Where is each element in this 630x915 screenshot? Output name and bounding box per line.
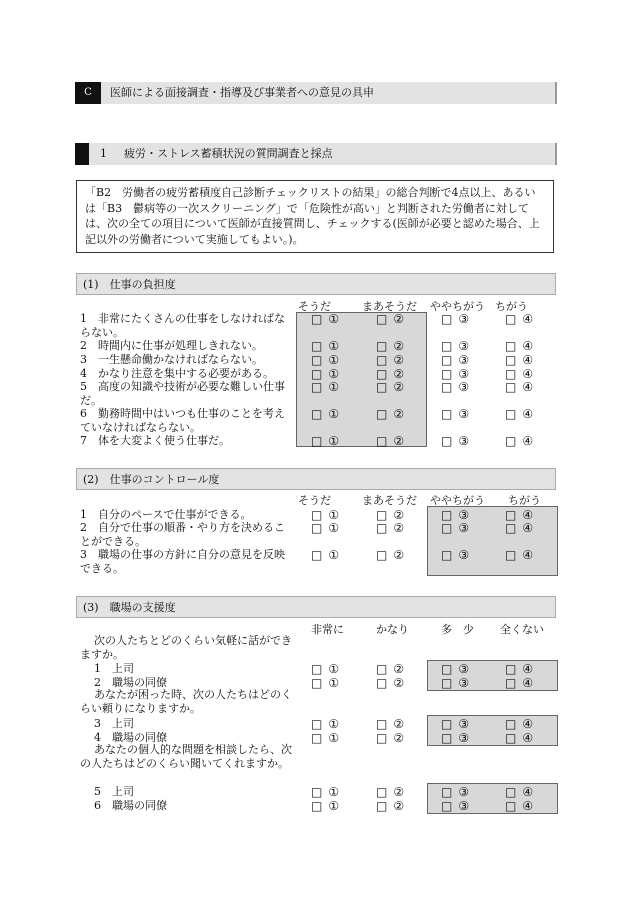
part3-option-1-1[interactable] <box>311 662 339 676</box>
part3-prompt-1: 次の人たちとどのくらい気軽に話ができますか。 <box>80 634 292 661</box>
checkbox-icon[interactable]: □ <box>441 434 453 448</box>
checkbox-icon[interactable]: □ <box>505 717 517 731</box>
part2-option-1-1[interactable] <box>311 508 339 522</box>
checkbox-icon[interactable]: □ <box>376 508 388 522</box>
part3-question-2: 2 職場の同僚 <box>94 676 167 689</box>
option-number: ③ <box>458 312 470 326</box>
option-number: ③ <box>458 662 470 676</box>
option-number: ② <box>393 508 405 522</box>
part3-option-6-1[interactable] <box>311 799 339 813</box>
option-number: ③ <box>458 367 470 381</box>
checkbox-icon[interactable]: □ <box>376 434 388 448</box>
part2-option-2-1[interactable] <box>311 521 339 535</box>
part1-question-4: 4 かなり注意を集中する必要がある。 <box>80 367 274 380</box>
part3-option-4-3[interactable] <box>441 731 469 745</box>
instruction-note: 「B2 労働者の疲労蓄積度自己診断チェックリストの結果」の総合判断で4点以上、あるいは「B3 鬱病等の一次スクリーニング」で「危険性が高い」と判断された労働者に対しては、次の全ての項目について医師が直接質問し、チェックする(医師が必要と認めた場合、上記以外の労働者について実施してもよい。)。 <box>76 180 554 253</box>
option-number: ① <box>328 785 340 799</box>
option-number: ③ <box>458 548 470 562</box>
option-number: ① <box>328 662 340 676</box>
checkbox-icon[interactable]: □ <box>311 434 323 448</box>
option-number: ④ <box>522 407 534 421</box>
checkbox-icon[interactable]: □ <box>311 676 323 690</box>
part1-option-3-2[interactable] <box>376 353 404 367</box>
part2-option-2-3[interactable] <box>441 521 469 535</box>
part3-option-1-2[interactable] <box>376 662 404 676</box>
section-c-tag: C <box>75 82 101 104</box>
checkbox-icon[interactable]: □ <box>376 380 388 394</box>
option-number: ① <box>328 407 340 421</box>
part3-option-2-1[interactable] <box>311 676 339 690</box>
option-number: ② <box>393 662 405 676</box>
checkbox-icon[interactable]: □ <box>376 676 388 690</box>
part1-option-6-2[interactable] <box>376 407 404 421</box>
part1-option-3-1[interactable] <box>311 353 339 367</box>
option-number: ② <box>393 353 405 367</box>
checkbox-icon[interactable]: □ <box>441 339 453 353</box>
part3-question-5: 5 上司 <box>94 785 134 798</box>
option-number: ④ <box>522 434 534 448</box>
option-number: ④ <box>522 312 534 326</box>
part1-question-2: 2 時間内に仕事が処理しきれない。 <box>80 339 263 352</box>
option-number: ② <box>393 380 405 394</box>
checkbox-icon[interactable]: □ <box>376 367 388 381</box>
checkbox-icon[interactable]: □ <box>376 339 388 353</box>
option-number: ① <box>328 731 340 745</box>
part2-option-2-2[interactable] <box>376 521 404 535</box>
part3-option-1-3[interactable] <box>441 662 469 676</box>
part3-option-5-3[interactable] <box>441 785 469 799</box>
checkbox-icon[interactable]: □ <box>441 548 453 562</box>
part1-option-7-3[interactable] <box>441 434 469 448</box>
checkbox-icon[interactable]: □ <box>505 434 517 448</box>
part1-option-4-2[interactable] <box>376 367 404 381</box>
part3-option-2-3[interactable] <box>441 676 469 690</box>
option-number: ② <box>393 717 405 731</box>
option-number: ② <box>393 785 405 799</box>
option-number: ② <box>393 367 405 381</box>
part2-col-header-4: ちがう <box>508 494 541 507</box>
option-number: ④ <box>522 367 534 381</box>
option-number: ④ <box>522 339 534 353</box>
option-number: ④ <box>522 353 534 367</box>
part1-question-5: 5 高度の知識や技術が必要な難しい仕事だ。 <box>80 380 285 407</box>
option-number: ① <box>328 380 340 394</box>
checkbox-icon[interactable]: □ <box>441 785 453 799</box>
part2-question-3: 3 職場の仕事の方針に自分の意見を反映できる。 <box>80 548 285 575</box>
checkbox-icon[interactable]: □ <box>376 662 388 676</box>
part1-title: (1) 仕事の負担度 <box>76 273 556 295</box>
option-number: ② <box>393 434 405 448</box>
part3-col-header-3: 多 少 <box>441 623 474 636</box>
part1-option-5-1[interactable] <box>311 380 339 394</box>
part1-option-1-3[interactable] <box>441 312 469 326</box>
checkbox-icon[interactable]: □ <box>376 785 388 799</box>
checkbox-icon[interactable]: □ <box>505 676 517 690</box>
part1-option-7-1[interactable] <box>311 434 339 448</box>
part3-option-2-2[interactable] <box>376 676 404 690</box>
option-number: ① <box>328 521 340 535</box>
checkbox-icon[interactable]: □ <box>376 731 388 745</box>
part2-question-1: 1 自分のペースで仕事ができる。 <box>80 508 252 521</box>
checkbox-icon[interactable]: □ <box>505 521 517 535</box>
checkbox-icon[interactable]: □ <box>505 380 517 394</box>
part3-question-3: 3 上司 <box>94 717 134 730</box>
checkbox-icon[interactable]: □ <box>376 521 388 535</box>
part1-option-5-4[interactable] <box>505 380 533 394</box>
checkbox-icon[interactable]: □ <box>311 521 323 535</box>
option-number: ④ <box>522 785 534 799</box>
part1-question-7: 7 体を大変よく使う仕事だ。 <box>80 434 230 447</box>
option-number: ① <box>328 339 340 353</box>
part3-option-4-2[interactable] <box>376 731 404 745</box>
part1-question-3: 3 一生懸命働かなければならない。 <box>80 353 263 366</box>
option-number: ② <box>393 731 405 745</box>
checkbox-icon[interactable]: □ <box>376 312 388 326</box>
option-number: ③ <box>458 407 470 421</box>
option-number: ④ <box>522 717 534 731</box>
checkbox-icon[interactable]: □ <box>311 785 323 799</box>
checkbox-icon[interactable]: □ <box>376 407 388 421</box>
part2-option-1-2[interactable] <box>376 508 404 522</box>
section-1-title: 疲労・ストレス蓄積状況の質問調査と採点 <box>124 147 333 160</box>
checkbox-icon[interactable]: □ <box>376 353 388 367</box>
option-number: ③ <box>458 799 470 813</box>
checkbox-icon[interactable]: □ <box>441 367 453 381</box>
part3-title: (3) 職場の支援度 <box>76 596 556 618</box>
part3-option-6-4[interactable] <box>505 799 533 813</box>
part1-col-header-1: そうだ <box>298 300 331 313</box>
option-number: ③ <box>458 785 470 799</box>
section-1-marker <box>75 143 89 165</box>
checkbox-icon[interactable]: □ <box>376 799 388 813</box>
part2-option-1-3[interactable] <box>441 508 469 522</box>
checkbox-icon[interactable]: □ <box>311 339 323 353</box>
part1-option-7-2[interactable] <box>376 434 404 448</box>
option-number: ① <box>328 799 340 813</box>
part3-option-5-1[interactable] <box>311 785 339 799</box>
checkbox-icon[interactable]: □ <box>441 799 453 813</box>
option-number: ③ <box>458 731 470 745</box>
checkbox-icon[interactable]: □ <box>505 548 517 562</box>
checkbox-icon[interactable]: □ <box>441 508 453 522</box>
part3-option-6-2[interactable] <box>376 799 404 813</box>
checkbox-icon[interactable]: □ <box>505 785 517 799</box>
checkbox-icon[interactable]: □ <box>505 353 517 367</box>
option-number: ④ <box>522 662 534 676</box>
option-number: ④ <box>522 508 534 522</box>
option-number: ① <box>328 548 340 562</box>
option-number: ③ <box>458 521 470 535</box>
option-number: ④ <box>522 548 534 562</box>
checkbox-icon[interactable]: □ <box>441 717 453 731</box>
part1-option-1-1[interactable] <box>311 312 339 326</box>
part1-option-2-4[interactable] <box>505 339 533 353</box>
part1-option-4-3[interactable] <box>441 367 469 381</box>
option-number: ② <box>393 676 405 690</box>
part2-option-2-4[interactable] <box>505 521 533 535</box>
part2-option-3-1[interactable] <box>311 548 339 562</box>
option-number: ② <box>393 407 405 421</box>
part2-col-header-1: そうだ <box>298 494 331 507</box>
option-number: ④ <box>522 380 534 394</box>
option-number: ③ <box>458 508 470 522</box>
checkbox-icon[interactable]: □ <box>505 312 517 326</box>
checkbox-icon[interactable]: □ <box>505 367 517 381</box>
checkbox-icon[interactable]: □ <box>311 312 323 326</box>
checkbox-icon[interactable]: □ <box>441 380 453 394</box>
part2-col-header-2: まあそうだ <box>362 494 417 507</box>
part3-question-1: 1 上司 <box>94 662 134 675</box>
option-number: ④ <box>522 521 534 535</box>
part2-col-header-3: ややちがう <box>430 494 485 507</box>
part1-col-header-4: ちがう <box>495 300 528 313</box>
part2-option-3-3[interactable] <box>441 548 469 562</box>
option-number: ① <box>328 676 340 690</box>
checkbox-icon[interactable]: □ <box>441 731 453 745</box>
part1-option-6-4[interactable] <box>505 407 533 421</box>
option-number: ④ <box>522 676 534 690</box>
part1-option-3-3[interactable] <box>441 353 469 367</box>
option-number: ② <box>393 548 405 562</box>
part1-col-header-2: まあそうだ <box>362 300 417 313</box>
checkbox-icon[interactable]: □ <box>505 799 517 813</box>
checkbox-icon[interactable]: □ <box>311 407 323 421</box>
part3-col-header-2: かなり <box>376 623 409 636</box>
part1-option-7-4[interactable] <box>505 434 533 448</box>
checkbox-icon[interactable]: □ <box>311 717 323 731</box>
part2-option-3-4[interactable] <box>505 548 533 562</box>
part3-option-5-4[interactable] <box>505 785 533 799</box>
part3-col-header-4: 全くない <box>500 623 544 636</box>
checkbox-icon[interactable]: □ <box>505 407 517 421</box>
part2-option-3-2[interactable] <box>376 548 404 562</box>
checkbox-icon[interactable]: □ <box>441 521 453 535</box>
part3-option-4-4[interactable] <box>505 731 533 745</box>
checkbox-icon[interactable]: □ <box>505 339 517 353</box>
option-number: ③ <box>458 353 470 367</box>
checkbox-icon[interactable]: □ <box>376 717 388 731</box>
checkbox-icon[interactable]: □ <box>505 508 517 522</box>
part1-option-6-1[interactable] <box>311 407 339 421</box>
part1-option-4-1[interactable] <box>311 367 339 381</box>
section-1-number: 1 <box>100 147 107 160</box>
option-number: ① <box>328 434 340 448</box>
checkbox-icon[interactable]: □ <box>376 548 388 562</box>
checkbox-icon[interactable]: □ <box>505 731 517 745</box>
option-number: ① <box>328 353 340 367</box>
checkbox-icon[interactable]: □ <box>311 380 323 394</box>
part3-option-4-1[interactable] <box>311 731 339 745</box>
part1-option-2-1[interactable] <box>311 339 339 353</box>
option-number: ① <box>328 367 340 381</box>
checkbox-icon[interactable]: □ <box>311 367 323 381</box>
option-number: ① <box>328 508 340 522</box>
checkbox-icon[interactable]: □ <box>505 662 517 676</box>
part3-option-3-4[interactable] <box>505 717 533 731</box>
checkbox-icon[interactable]: □ <box>311 799 323 813</box>
part1-option-3-4[interactable] <box>505 353 533 367</box>
option-number: ③ <box>458 676 470 690</box>
checkbox-icon[interactable]: □ <box>311 548 323 562</box>
checkbox-icon[interactable]: □ <box>441 662 453 676</box>
part1-option-5-2[interactable] <box>376 380 404 394</box>
part2-option-1-4[interactable] <box>505 508 533 522</box>
option-number: ② <box>393 339 405 353</box>
part3-option-1-4[interactable] <box>505 662 533 676</box>
option-number: ② <box>393 521 405 535</box>
option-number: ③ <box>458 434 470 448</box>
checkbox-icon[interactable]: □ <box>441 407 453 421</box>
part3-prompt-3: あなたの個人的な問題を相談したら、次の人たちはどのくらい聞いてくれますか。 <box>80 743 292 770</box>
part3-option-3-3[interactable] <box>441 717 469 731</box>
part3-question-6: 6 職場の同僚 <box>94 799 167 812</box>
part3-option-3-2[interactable] <box>376 717 404 731</box>
option-number: ④ <box>522 799 534 813</box>
option-number: ③ <box>458 380 470 394</box>
part3-option-5-2[interactable] <box>376 785 404 799</box>
part3-option-3-1[interactable] <box>311 717 339 731</box>
part3-col-header-1: 非常に <box>311 623 344 636</box>
part1-option-1-4[interactable] <box>505 312 533 326</box>
part2-question-2: 2 自分で仕事の順番・やり方を決めることができる。 <box>80 521 285 548</box>
checkbox-icon[interactable]: □ <box>441 312 453 326</box>
part3-question-4: 4 職場の同僚 <box>94 731 167 744</box>
part1-option-2-3[interactable] <box>441 339 469 353</box>
part1-question-6: 6 勤務時間中はいつも仕事のことを考えていなければならない。 <box>80 407 285 434</box>
checkbox-icon[interactable]: □ <box>441 353 453 367</box>
part1-option-4-4[interactable] <box>505 367 533 381</box>
part3-prompt-2: あなたが困った時、次の人たちはどのくらい頼りになりますか。 <box>80 688 292 715</box>
section-c-title: 医師による面接調査・指導及び事業者への意見の具申 <box>110 86 374 99</box>
option-number: ② <box>393 799 405 813</box>
part3-option-2-4[interactable] <box>505 676 533 690</box>
part2-title: (2) 仕事のコントロール度 <box>76 468 556 490</box>
part1-option-1-2[interactable] <box>376 312 404 326</box>
part1-option-5-3[interactable] <box>441 380 469 394</box>
option-number: ③ <box>458 339 470 353</box>
part3-option-6-3[interactable] <box>441 799 469 813</box>
part1-option-2-2[interactable] <box>376 339 404 353</box>
part1-col-header-3: ややちがう <box>430 300 485 313</box>
checkbox-icon[interactable]: □ <box>311 508 323 522</box>
checkbox-icon[interactable]: □ <box>441 676 453 690</box>
option-number: ① <box>328 717 340 731</box>
checkbox-icon[interactable]: □ <box>311 662 323 676</box>
part1-question-1: 1 非常にたくさんの仕事をしなければならない。 <box>80 312 285 339</box>
checkbox-icon[interactable]: □ <box>311 731 323 745</box>
option-number: ② <box>393 312 405 326</box>
option-number: ③ <box>458 717 470 731</box>
checkbox-icon[interactable]: □ <box>311 353 323 367</box>
option-number: ① <box>328 312 340 326</box>
part1-option-6-3[interactable] <box>441 407 469 421</box>
option-number: ④ <box>522 731 534 745</box>
